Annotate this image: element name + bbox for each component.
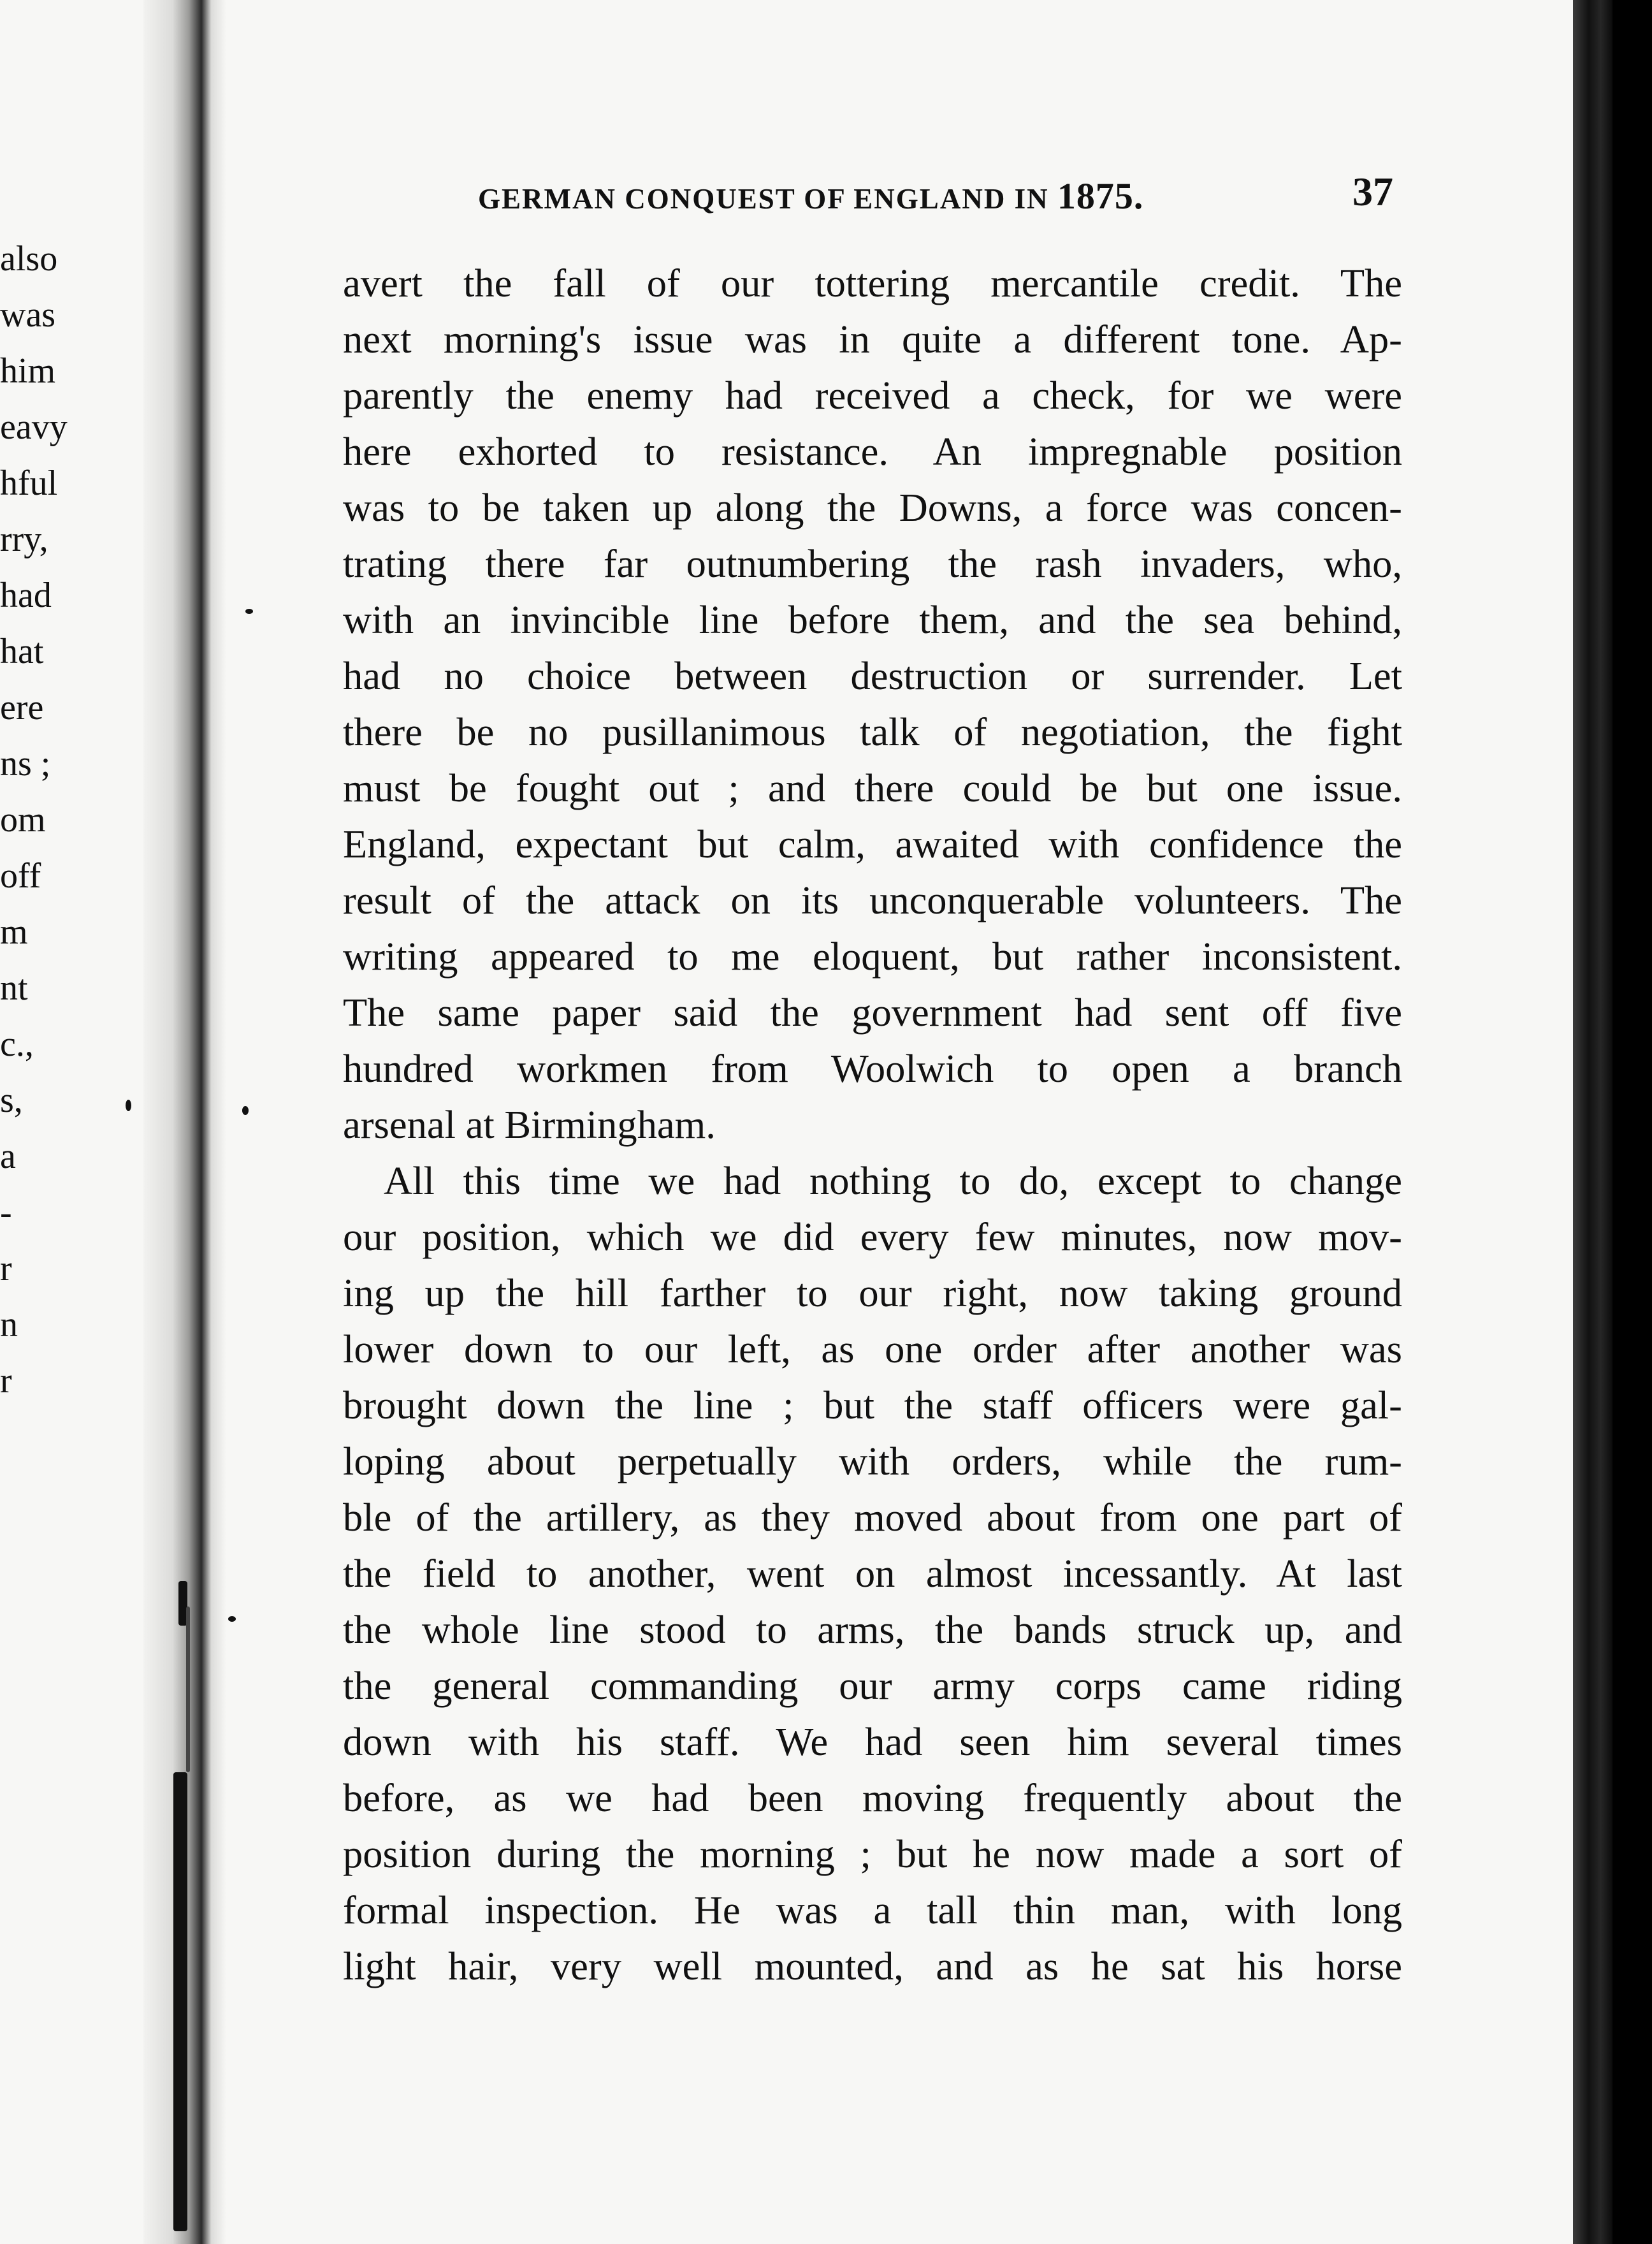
- text-line: must be fought out ; and there could be but one issue.: [343, 766, 1402, 810]
- text-line: down with his staff. We had seen him several times: [343, 1719, 1402, 1764]
- text-line: here exhorted to resistance. An impregnable position: [343, 429, 1402, 474]
- margin-speck: [126, 1100, 131, 1111]
- page-block-edge: [1573, 0, 1612, 2244]
- text-line: The same paper said the government had sent off five: [343, 990, 1402, 1035]
- text-line: England, expectant but calm, awaited with confidence the: [343, 822, 1402, 866]
- left-fragment: r: [0, 1249, 12, 1288]
- text-line: brought down the line ; but the staff officers were gal-: [343, 1383, 1402, 1427]
- left-fragment: also: [0, 239, 58, 279]
- left-fragment: -: [0, 1193, 12, 1232]
- left-page-text-fragments: [0, 231, 127, 1409]
- text-line: result of the attack on its unconquerable volunteers. The: [343, 878, 1402, 922]
- text-line: All this time we had nothing to do, except to change: [384, 1158, 1402, 1203]
- left-fragment: nt: [0, 968, 28, 1008]
- paragraph: [343, 1153, 1402, 1994]
- text-line: the whole line stood to arms, the bands struck up, and: [343, 1607, 1402, 1652]
- left-fragment: r: [0, 1361, 12, 1401]
- running-title-text: GERMAN CONQUEST OF ENGLAND IN: [478, 183, 1049, 215]
- left-fragment: n: [0, 1305, 18, 1344]
- left-fragment: had: [0, 576, 52, 615]
- margin-speck: [242, 1106, 249, 1115]
- text-line: there be no pusillanimous talk of negotiation, the fight: [343, 710, 1402, 754]
- text-line: ble of the artillery, as they moved about from one part of: [343, 1495, 1402, 1540]
- running-title: [478, 175, 1143, 217]
- text-line: next morning's issue was in quite a different tone. Ap-: [343, 317, 1402, 361]
- text-line: arsenal at Birmingham.: [343, 1102, 716, 1147]
- text-line: loping about perpetually with orders, while the rum-: [343, 1439, 1402, 1483]
- binding-thread-mark: [173, 1772, 187, 2231]
- text-line: writing appeared to me eloquent, but rather inconsistent.: [343, 934, 1402, 979]
- text-line: formal inspection. He was a tall thin man, with long: [343, 1888, 1402, 1932]
- left-fragment: c.,: [0, 1024, 34, 1064]
- running-title-year: 1875.: [1057, 175, 1144, 217]
- text-line: ing up the hill farther to our right, now taking ground: [343, 1271, 1402, 1315]
- text-line: was to be taken up along the Downs, a force was concen-: [343, 485, 1402, 530]
- text-line: the general commanding our army corps came riding: [343, 1663, 1402, 1708]
- left-fragment: ere: [0, 688, 44, 727]
- text-line: before, as we had been moving frequently about the: [343, 1775, 1402, 1820]
- text-line: lower down to our left, as one order after another was: [343, 1327, 1402, 1371]
- body-text: [343, 255, 1402, 1994]
- text-line: had no choice between destruction or surrender. Let: [343, 653, 1402, 698]
- paragraph: [343, 255, 1402, 1153]
- page-number: 37: [1352, 169, 1393, 214]
- left-fragment: a: [0, 1137, 16, 1176]
- text-line: trating there far outnumbering the rash invaders, who,: [343, 541, 1402, 586]
- margin-speck: [245, 609, 253, 614]
- left-fragment: hat: [0, 632, 44, 671]
- left-fragment: om: [0, 800, 46, 840]
- left-fragment: m: [0, 912, 28, 952]
- left-fragment: was: [0, 295, 56, 335]
- text-line: with an invincible line before them, and the sea behind,: [343, 597, 1402, 642]
- left-fragment: hful: [0, 463, 58, 503]
- left-fragment: s,: [0, 1081, 23, 1120]
- text-line: avert the fall of our tottering mercantile credit. The: [343, 261, 1402, 305]
- text-line: our position, which we did every few minutes, now mov-: [343, 1214, 1402, 1259]
- left-fragment: rry,: [0, 520, 48, 559]
- text-line: the field to another, went on almost incessantly. At last: [343, 1551, 1402, 1596]
- text-line: position during the morning ; but he now made a sort of: [343, 1832, 1402, 1876]
- margin-speck: [228, 1616, 236, 1622]
- text-line: hundred workmen from Woolwich to open a branch: [343, 1046, 1402, 1091]
- left-fragment: eavy: [0, 407, 68, 447]
- text-line: parently the enemy had received a check, for we were: [343, 373, 1402, 418]
- left-fragment: ns ;: [0, 744, 51, 783]
- running-head: [261, 171, 1409, 215]
- left-fragment: him: [0, 351, 56, 391]
- binding-thread-mark: [186, 1606, 190, 1772]
- text-line: light hair, very well mounted, and as he sat his horse: [343, 1944, 1402, 1988]
- left-fragment: off: [0, 856, 41, 896]
